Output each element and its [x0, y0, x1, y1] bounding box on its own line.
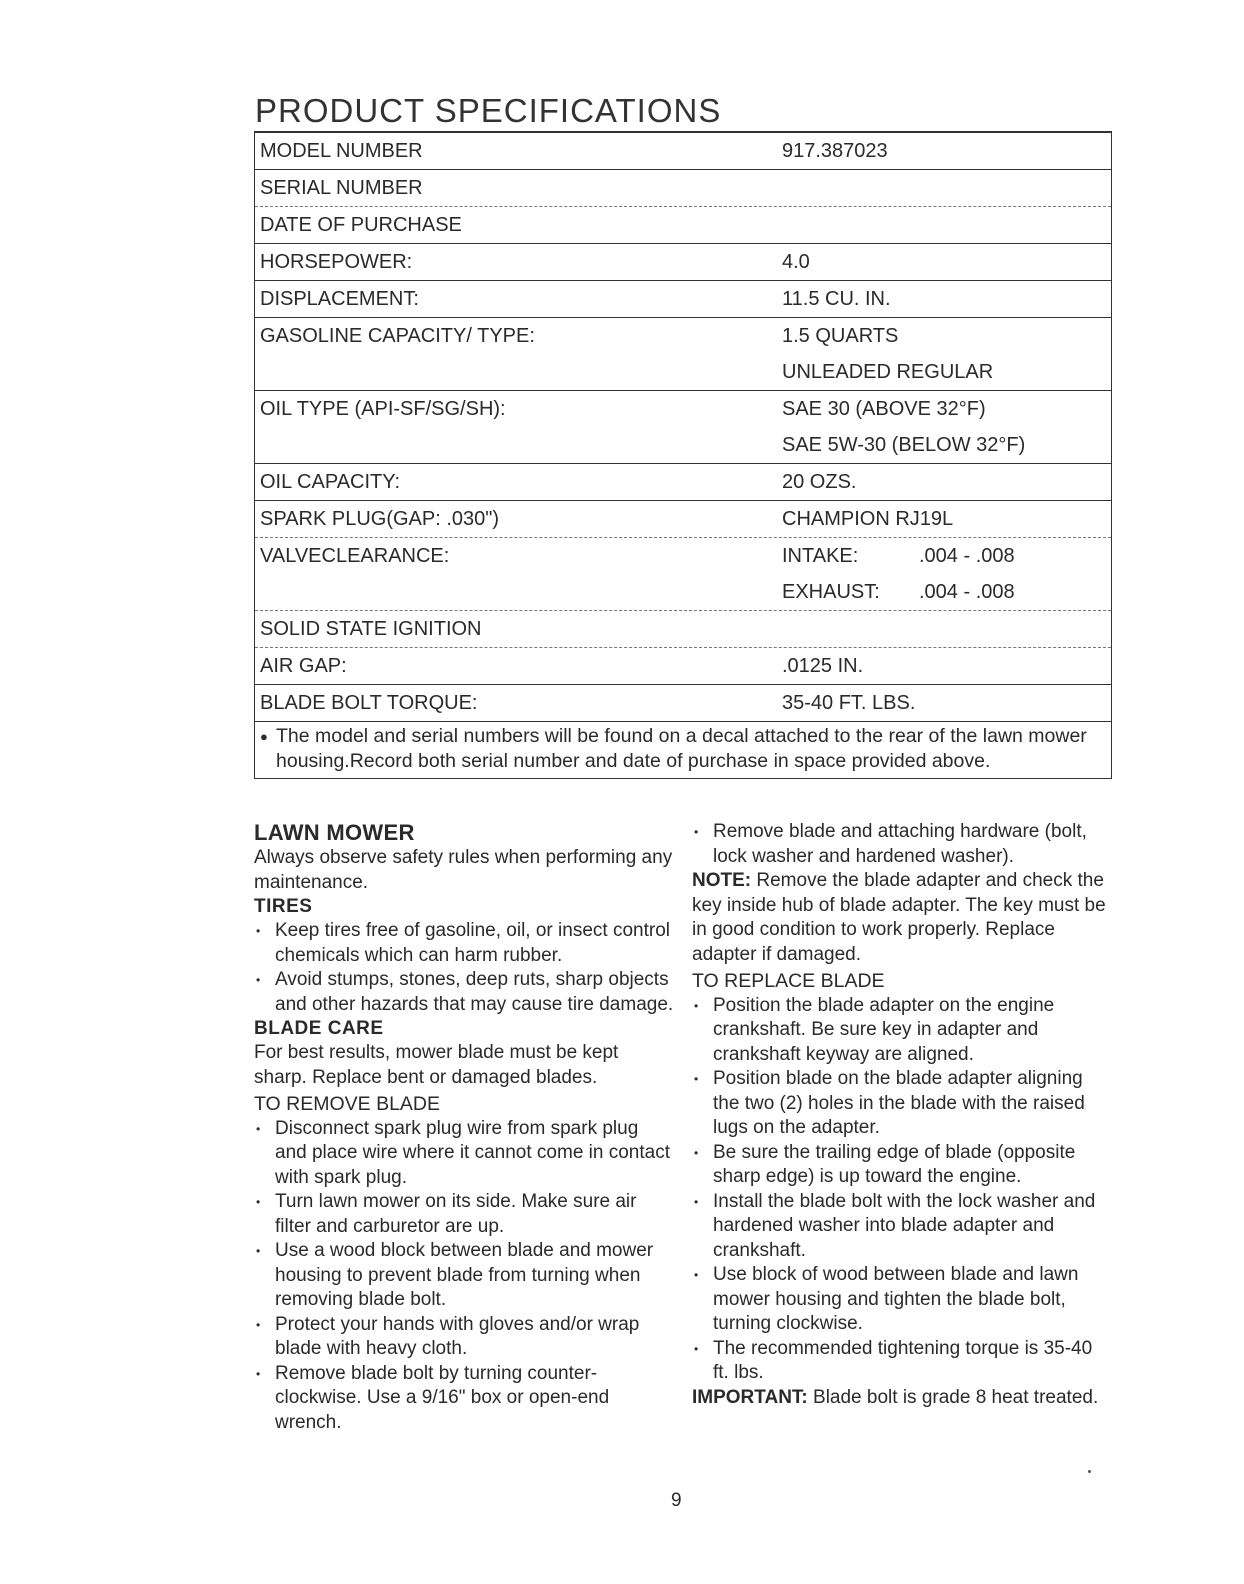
spec-row-valve-clearance — [255, 538, 1111, 611]
remove-blade-list — [254, 1117, 674, 1436]
list-item: • Keep tires free of gasoline, oil, or insect control chemicals which can harm rubber. — [254, 919, 674, 968]
spec-note-text: The model and serial numbers will be found on a decal attached to the rear of the lawn mower housing.Record both serial number and date of purchase in space provided above. — [276, 725, 1087, 772]
spec-value: 11.5 CU. IN. — [782, 288, 891, 310]
spec-note — [255, 722, 1111, 778]
spec-label: VALVECLEARANCE: — [260, 545, 450, 567]
spec-label: DISPLACEMENT: — [260, 288, 419, 310]
important-paragraph — [692, 1386, 1112, 1411]
spec-label: OIL TYPE (API-SF/SG/SH): — [260, 398, 506, 420]
list-item: • Position blade on the blade adapter aligning the two (2) holes in the blade with the raised lugs on the adapter. — [692, 1067, 1112, 1141]
spec-label: OIL CAPACITY: — [260, 471, 401, 493]
page-title: PRODUCT SPECIFICATIONS — [255, 92, 722, 129]
spec-label: HORSEPOWER: — [260, 251, 413, 273]
spec-value: 1.5 QUARTS — [782, 325, 899, 347]
remove-blade-list-continued — [692, 820, 1112, 869]
spec-value: 35-40 FT. LBS. — [782, 692, 916, 714]
spec-label: BLADE BOLT TORQUE: — [260, 692, 478, 714]
list-item: • Use block of wood between blade and lawn mower housing and tighten the blade bolt, turning clockwise. — [692, 1263, 1112, 1337]
right-column — [692, 820, 1112, 1410]
bullet-icon: ● — [260, 729, 268, 744]
spec-value: .004 - .008 — [919, 545, 1015, 567]
spec-value: .0125 IN. — [782, 655, 864, 677]
list-item: • The recommended tightening torque is 35-40 ft. lbs. — [692, 1337, 1112, 1386]
scan-speck — [1088, 1470, 1091, 1473]
spec-label: DATE OF PURCHASE — [260, 214, 462, 236]
spec-value: SAE 30 (ABOVE 32°F) — [782, 398, 986, 420]
spec-row-oil-capacity — [255, 464, 1111, 501]
note-text: Remove the blade adapter and check the key inside hub of blade adapter. The key must be in good condition to work properly. Replace adapter if damaged. — [692, 870, 1106, 965]
intro-text: Always observe safety rules when performing any maintenance. — [254, 847, 673, 893]
tires-list — [254, 919, 674, 1017]
list-item: • Avoid stumps, stones, deep ruts, sharp objects and other hazards that may cause tire damage. — [254, 968, 674, 1017]
section-heading-lawn-mower: LAWN MOWER — [254, 820, 415, 845]
spec-label: SPARK PLUG(GAP: .030") — [260, 508, 500, 530]
spec-value: EXHAUST: — [782, 581, 880, 603]
spec-value: 917.387023 — [782, 140, 888, 162]
list-item: • Remove blade bolt by turning counter-clockwise. Use a 9/16" box or open-end wrench. — [254, 1362, 674, 1436]
section-heading-blade-care: BLADE CARE — [254, 1018, 384, 1039]
left-column — [254, 820, 674, 1435]
spec-row-blade-bolt-torque — [255, 685, 1111, 722]
spec-label: AIR GAP: — [260, 655, 347, 677]
spec-row-spark-plug — [255, 501, 1111, 538]
spec-row-displacement — [255, 281, 1111, 318]
spec-row-model-number — [255, 133, 1111, 170]
spec-label: SOLID STATE IGNITION — [260, 618, 482, 640]
spec-value: 4.0 — [782, 251, 810, 273]
spec-value: SAE 5W-30 (BELOW 32°F) — [782, 434, 1026, 456]
spec-row-air-gap — [255, 648, 1111, 685]
important-text: Blade bolt is grade 8 heat treated. — [813, 1386, 1099, 1408]
spec-label: SERIAL NUMBER — [260, 177, 423, 199]
spec-value: CHAMPION RJ19L — [782, 508, 954, 530]
section-heading-replace-blade: TO REPLACE BLADE — [692, 970, 885, 992]
list-item: • Use a wood block between blade and mower housing to prevent blade from turning when removing blade bolt. — [254, 1239, 674, 1313]
spec-value: .004 - .008 — [919, 581, 1015, 603]
note-label: NOTE: — [692, 870, 752, 891]
note-paragraph — [692, 869, 1112, 967]
list-item: • Disconnect spark plug wire from spark plug and place wire where it cannot come in contact with spark plug. — [254, 1117, 674, 1191]
spec-label: GASOLINE CAPACITY/ TYPE: — [260, 325, 535, 347]
spec-row-serial-number — [255, 170, 1111, 207]
list-item: • Be sure the trailing edge of blade (opposite sharp edge) is up toward the engine. — [692, 1141, 1112, 1190]
spec-row-ignition — [255, 611, 1111, 648]
blade-care-text: For best results, mower blade must be kept sharp. Replace bent or damaged blades. — [254, 1042, 619, 1088]
spec-row-oil-type — [255, 391, 1111, 464]
spec-label: MODEL NUMBER — [260, 140, 423, 162]
section-heading-tires: TIRES — [254, 896, 313, 917]
list-item: • Protect your hands with gloves and/or wrap blade with heavy cloth. — [254, 1313, 674, 1362]
spec-row-date-of-purchase — [255, 207, 1111, 244]
list-item: • Install the blade bolt with the lock washer and hardened washer into blade adapter and crankshaft. — [692, 1190, 1112, 1264]
list-item: • Position the blade adapter on the engine crankshaft. Be sure key in adapter and crankshaft keyway are aligned. — [692, 994, 1112, 1068]
spec-value: 20 OZS. — [782, 471, 857, 493]
spec-row-horsepower — [255, 244, 1111, 281]
list-item: • Turn lawn mower on its side. Make sure air filter and carburetor are up. — [254, 1190, 674, 1239]
replace-blade-list — [692, 994, 1112, 1386]
important-label: IMPORTANT: — [692, 1386, 808, 1408]
spec-row-gasoline — [255, 318, 1111, 391]
spec-value: UNLEADED REGULAR — [782, 361, 994, 383]
spec-value: INTAKE: — [782, 545, 859, 567]
specifications-table — [254, 131, 1112, 779]
page-number: 9 — [671, 1490, 682, 1511]
section-heading-remove-blade: TO REMOVE BLADE — [254, 1093, 441, 1115]
list-item: • Remove blade and attaching hardware (bolt, lock washer and hardened washer). — [692, 820, 1112, 869]
